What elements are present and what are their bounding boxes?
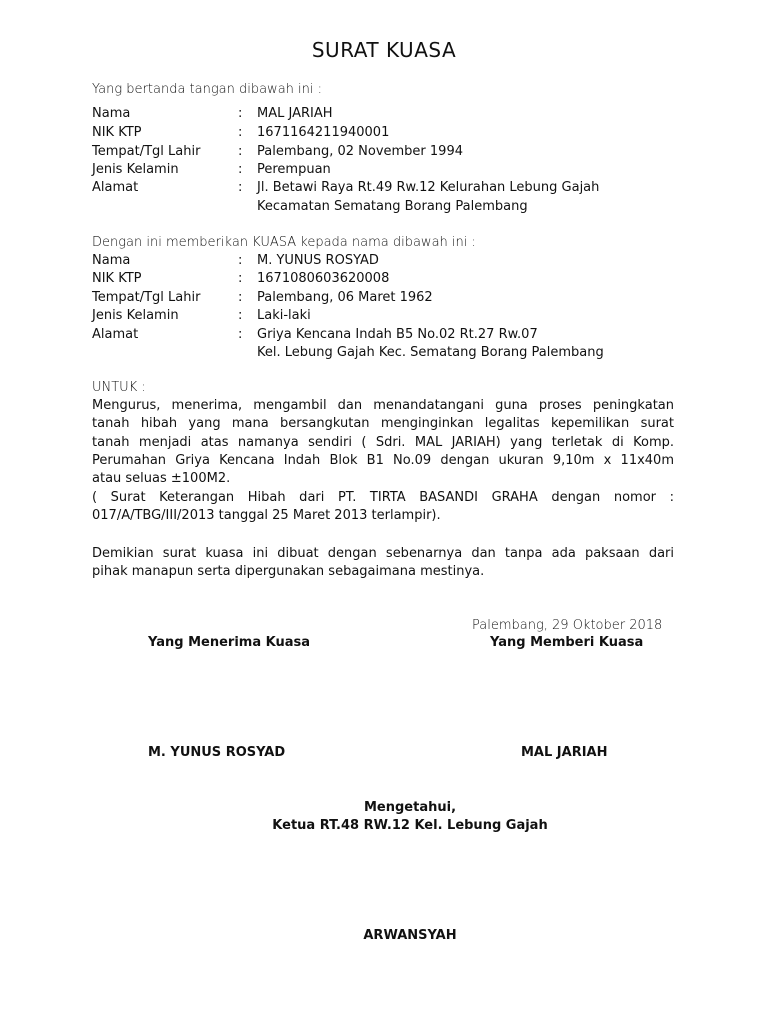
field-value: 1671080603620008: [257, 271, 390, 286]
giver-name: MAL JARIAH: [521, 745, 608, 760]
field-label: NIK KTP: [92, 271, 142, 286]
keterangan-line: ( Surat Keterangan Hibah dari PT. TIRTA BASANDI GRAHA dengan nomor :: [92, 490, 674, 505]
untuk-line: tanah hibah yang mana bersangkutan menginginkan legalitas kepemilikan surat: [92, 416, 674, 431]
giver-title: Yang Memberi Kuasa: [490, 635, 644, 650]
untuk-line: tanah menjadi atas namanya sendiri ( Sdri. MAL JARIAH) yang terletak di Komp.: [92, 435, 674, 450]
field-value: Laki-laki: [257, 308, 311, 323]
field-value-cont: Kel. Lebung Gajah Kec. Sematang Borang Palembang: [257, 345, 604, 360]
field-separator: :: [238, 271, 243, 286]
field-label: Nama: [92, 253, 131, 268]
field-separator: :: [238, 162, 243, 177]
receiver-title: Yang Menerima Kuasa: [148, 635, 310, 650]
receiver-name: M. YUNUS ROSYAD: [148, 745, 286, 760]
keterangan-line-last: 017/A/TBG/III/2013 tanggal 25 Maret 2013 terlampir).: [92, 508, 441, 523]
ketua-title: Ketua RT.48 RW.12 Kel. Lebung Gajah: [272, 818, 548, 833]
untuk-line: Mengurus, menerima, mengambil dan menandatangani guna proses peningkatan: [92, 398, 674, 413]
mengetahui-label: Mengetahui,: [363, 800, 457, 815]
field-label: Tempat/Tgl Lahir: [92, 290, 201, 305]
field-value: Palembang, 02 November 1994: [257, 144, 463, 159]
field-label: Alamat: [92, 327, 139, 342]
kuasa-intro-text: Dengan ini memberikan KUASA kepada nama dibawah ini :: [92, 235, 476, 250]
field-value-cont: Kecamatan Sematang Borang Palembang: [257, 199, 528, 214]
field-value: MAL JARIAH: [257, 106, 333, 121]
closing-line-last: pihak manapun serta dipergunakan sebagaimana mestinya.: [92, 564, 485, 579]
document-title: SURAT KUASA: [311, 38, 457, 62]
closing-line: Demikian surat kuasa ini dibuat dengan sebenarnya dan tanpa ada paksaan dari: [92, 546, 674, 561]
field-value: 1671164211940001: [257, 125, 390, 140]
field-value: Perempuan: [257, 162, 331, 177]
field-value: Palembang, 06 Maret 1962: [257, 290, 433, 305]
intro-text: Yang bertanda tangan dibawah ini :: [92, 82, 323, 97]
untuk-line: Perumahan Griya Kencana Indah Blok B1 No.09 dengan ukuran 9,10m x 11x40m: [92, 453, 674, 468]
field-separator: :: [238, 253, 243, 268]
field-value: Jl. Betawi Raya Rt.49 Rw.12 Kelurahan Lebung Gajah: [257, 180, 600, 195]
field-value: M. YUNUS ROSYAD: [257, 253, 379, 268]
field-label: Jenis Kelamin: [92, 308, 179, 323]
field-label: NIK KTP: [92, 125, 142, 140]
place-date: Palembang, 29 Oktober 2018: [472, 618, 663, 633]
field-separator: :: [238, 290, 243, 305]
field-separator: :: [238, 327, 243, 342]
untuk-line-last: atau seluas ±100M2.: [92, 471, 231, 486]
field-label: Jenis Kelamin: [92, 162, 179, 177]
field-separator: :: [238, 106, 243, 121]
field-label: Alamat: [92, 180, 139, 195]
untuk-label: UNTUK :: [92, 380, 146, 395]
field-separator: :: [238, 125, 243, 140]
field-label: Nama: [92, 106, 131, 121]
ketua-name: ARWANSYAH: [363, 928, 457, 943]
field-value: Griya Kencana Indah B5 No.02 Rt.27 Rw.07: [257, 327, 538, 342]
field-separator: :: [238, 180, 243, 195]
field-separator: :: [238, 308, 243, 323]
field-label: Tempat/Tgl Lahir: [92, 144, 201, 159]
field-separator: :: [238, 144, 243, 159]
